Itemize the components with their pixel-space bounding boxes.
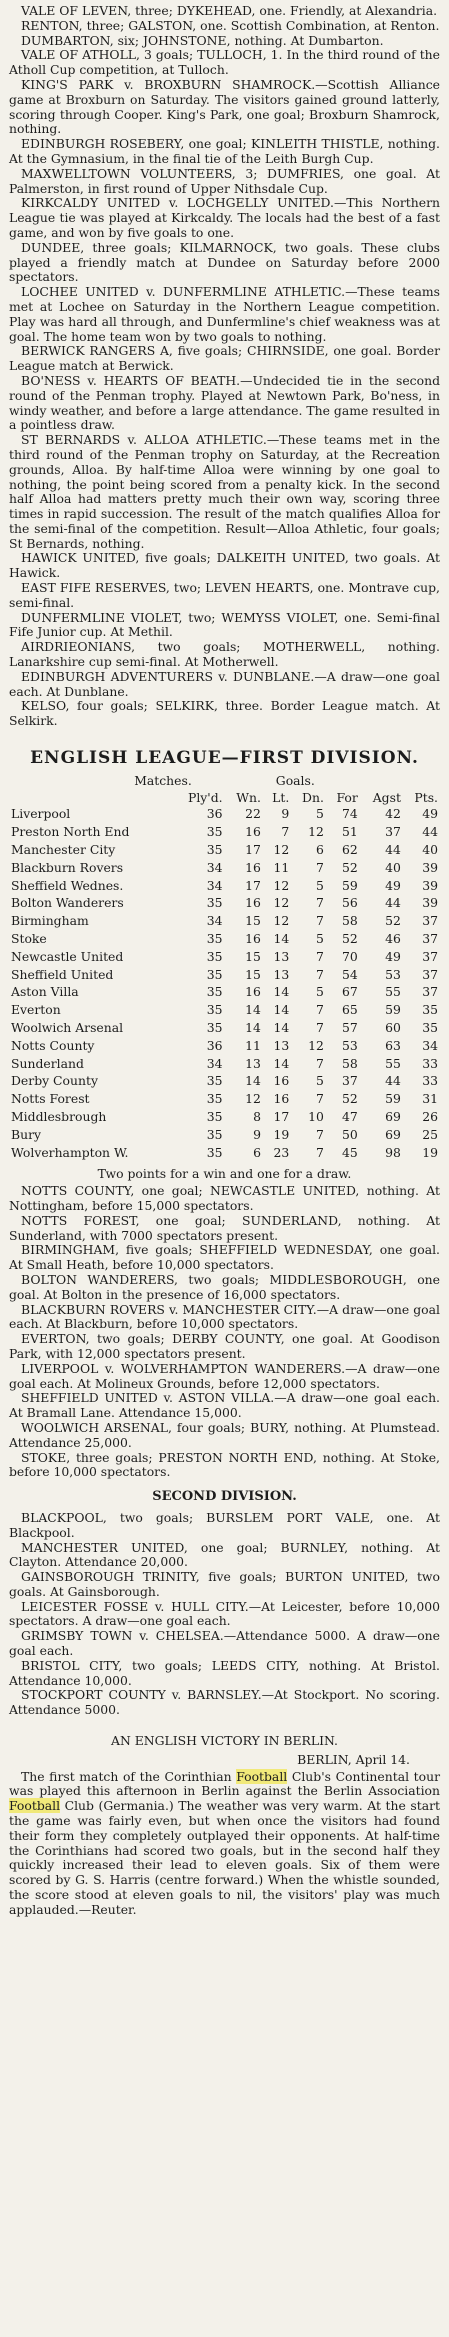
table-row [9,841,440,859]
result-paragraph: GAINSBOROUGH TRINITY, five goals; BURTON UNITED, two goals. At Gainsborough. [9,1569,440,1599]
table-row [9,930,440,948]
table-row [9,948,440,966]
table-cell-l: 12 [273,913,290,929]
table-cell-d: 7 [316,966,324,982]
table-cell-d: 5 [316,931,324,947]
table-cell-w: 11 [245,1037,261,1053]
table-cell-l: 9 [281,806,290,822]
table-cell-pts: 37 [422,913,438,929]
table-cell-f: 52 [342,859,358,875]
table-cell-d: 5 [316,1073,324,1089]
goals-group-label: Goals. [275,772,315,788]
berlin-heading: AN ENGLISH VICTORY IN BERLIN. [111,1733,338,1749]
table-cell-pts: 26 [422,1108,438,1124]
table-cell-d: 5 [316,984,324,1000]
column-header: For [336,789,358,805]
table-cell-w: 9 [253,1126,261,1142]
team-name: Woolwich Arsenal [11,1020,124,1035]
first-division-results [9,1184,440,1480]
table-row [9,983,440,1001]
table-cell-w: 17 [245,877,261,893]
table-cell-w: 14 [245,1020,261,1035]
table-cell-pts: 25 [422,1126,438,1142]
table-cell-p: 35 [206,1126,223,1142]
table-cell-p: 34 [206,859,223,875]
table-cell-f: 58 [342,1055,358,1071]
result-paragraph: MANCHESTER UNITED, one goal; BURNLEY, nothing. At Clayton. Attendance 20,000. [9,1539,440,1570]
table-cell-w: 13 [245,1055,261,1071]
table-cell-l: 12 [273,842,290,858]
table-cell-pts: 37 [422,931,438,947]
table-cell-a: 44 [385,1073,401,1089]
table-cell-pts: 39 [422,895,438,911]
table-cell-d: 7 [316,913,324,929]
team-column-header [9,791,173,806]
table-cell-a: 69 [385,1126,401,1142]
table-cell-w: 16 [245,984,261,1000]
table-cell-a: 49 [385,877,401,893]
table-cell-w: 17 [245,842,261,858]
table-cell-l: 14 [273,1055,290,1071]
table-cell-a: 55 [385,984,401,1000]
table-cell-d: 7 [316,1126,324,1142]
table-cell-l: 13 [273,948,290,964]
table-cell-d: 7 [316,859,324,875]
table-cell-f: 74 [342,806,358,822]
table-cell-p: 35 [206,984,223,1000]
result-paragraph: ST BERNARDS v. ALLOA ATHLETIC.—These teams met in the third round of the Penman trophy on Saturday, at the Recreation grounds, Alloa. By half-time Alloa were winning by one goal to nothing, the point being scored from a penalty kick. In the second half Alloa had matters pretty much their own way, scoring three times in rapid succession. The result of the match qualifies Alloa for the semi-final of the competition. Result—Alloa Athletic, four goals; St Bernards, nothing. [9,432,440,551]
table-cell-f: 67 [342,984,358,1000]
table-row [9,912,440,930]
table-cell-l: 12 [273,895,290,911]
team-name: Stoke [11,931,47,947]
table-row [9,1019,440,1037]
table-cell-a: 63 [385,1037,401,1053]
table-cell-f: 52 [342,931,358,947]
column-header: Wn. [236,789,261,805]
table-cell-pts: 44 [422,824,438,840]
table-cell-l: 14 [273,931,290,947]
table-cell-l: 13 [273,1037,290,1053]
table-cell-pts: 33 [422,1073,438,1089]
table-cell-a: 46 [385,931,401,947]
table-cell-f: 57 [342,1020,358,1035]
result-paragraph: KIRKCALDY UNITED v. LOCHGELLY UNITED.—This Northern League tie was played at Kirkcaldy. The locals had the best of a fast game, and won by five goals to one. [9,195,440,240]
team-name: Everton [11,1002,61,1018]
table-cell-a: 44 [385,895,401,911]
table-cell-f: 37 [342,1073,358,1089]
team-name: Bolton Wanderers [11,895,124,911]
table-cell-w: 14 [245,1073,261,1089]
table-cell-a: 40 [385,859,401,875]
table-cell-d: 7 [316,895,324,911]
table-row [9,894,440,912]
table-cell-w: 22 [245,806,261,822]
table-cell-d: 7 [316,1020,324,1035]
table-cell-l: 14 [273,1020,290,1035]
table-cell-f: 52 [342,1091,358,1107]
result-paragraph: BLACKBURN ROVERS v. MANCHESTER CITY.—A draw—one goal each. At Blackburn, before 10,000 spectators. [9,1301,440,1332]
table-cell-f: 70 [342,948,358,964]
table-cell-p: 35 [206,948,223,964]
team-name: Middlesbrough [11,1108,107,1124]
table-cell-d: 7 [316,948,324,964]
table-cell-a: 69 [385,1108,401,1124]
result-paragraph: BOLTON WANDERERS, two goals; MIDDLESBOROUGH, one goal. At Bolton in the presence of 16,000 spectators. [9,1271,440,1302]
table-cell-l: 11 [273,859,290,875]
table-row [9,1126,440,1144]
table-cell-pts: 37 [422,984,438,1000]
table-cell-l: 14 [273,1002,290,1018]
table-cell-w: 14 [245,1002,261,1018]
column-header: Lt. [272,789,290,805]
table-row [9,1144,440,1162]
table-cell-a: 60 [385,1020,401,1035]
table-cell-pts: 35 [422,1020,438,1035]
table-cell-w: 8 [253,1108,261,1124]
team-name: Birmingham [11,913,89,929]
highlighted-term: Football [9,1798,61,1814]
table-cell-a: 52 [385,913,401,929]
table-cell-pts: 19 [422,1144,438,1160]
berlin-article [9,1770,440,1918]
result-paragraph: BO'NESS v. HEARTS OF BEATH.—Undecided tie in the second round of the Penman trophy. Played at Newtown Park, Bo'ness, in windy weather, and before a large attendance. The game resulted in a pointless draw. [9,372,440,433]
table-row [9,1072,440,1090]
article-text: Club's Continental tour was played this afternoon in Berlin against the Berlin Association [9,1768,440,1799]
table-cell-d: 5 [316,806,324,822]
table-cell-w: 6 [253,1144,261,1160]
table-cell-l: 19 [273,1126,290,1142]
berlin-dateline: BERLIN, April 14. [297,1751,410,1767]
result-paragraph: BERWICK RANGERS A, five goals; CHIRNSIDE, one goal. Border League match at Berwick. [9,343,440,374]
result-paragraph: EDINBURGH ADVENTURERS v. DUNBLANE.—A draw—one goal each. At Dunblane. [9,668,440,699]
table-cell-f: 54 [342,966,358,982]
table-cell-p: 35 [206,842,223,858]
team-name: Sheffield United [11,966,114,982]
first-division-heading: ENGLISH LEAGUE—FIRST DIVISION. [30,748,419,769]
table-cell-f: 58 [342,913,358,929]
result-paragraph: DUMBARTON, six; JOHNSTONE, nothing. At Dumbarton. [21,32,384,48]
table-cell-p: 35 [206,1091,223,1107]
table-cell-pts: 37 [422,966,438,982]
table-group-headers [9,774,440,789]
table-cell-pts: 35 [422,1002,438,1018]
table-cell-l: 7 [281,824,290,840]
table-cell-p: 35 [206,931,223,947]
table-cell-f: 56 [342,895,358,911]
table-row [9,859,440,877]
table-cell-l: 16 [273,1073,290,1089]
table-cell-d: 5 [316,877,324,893]
table-cell-pts: 49 [422,806,438,822]
table-cell-a: 53 [385,966,401,982]
team-name: Notts Forest [11,1091,90,1107]
scottish-results [9,4,440,729]
table-cell-p: 35 [206,1108,223,1124]
result-paragraph: EVERTON, two goals; DERBY COUNTY, one goal. At Goodison Park, with 12,000 spectators present. [9,1331,440,1361]
result-paragraph: HAWICK UNITED, five goals; DALKEITH UNITED, two goals. At Hawick. [9,550,440,581]
table-cell-pts: 33 [422,1055,438,1071]
result-paragraph: LEICESTER FOSSE v. HULL CITY.—At Leicester, before 10,000 spectators. A draw—one goal each. [9,1598,440,1629]
team-name: Bury [11,1126,42,1142]
table-row [9,1108,440,1126]
table-row [9,1055,440,1073]
table-cell-p: 35 [206,1002,223,1018]
table-cell-w: 12 [245,1091,261,1107]
team-name: Manchester City [11,842,116,858]
table-cell-pts: 34 [422,1037,438,1053]
table-cell-f: 45 [342,1144,358,1160]
table-cell-d: 7 [316,1055,324,1071]
table-cell-f: 53 [342,1037,358,1053]
result-paragraph: KELSO, four goals; SELKIRK, three. Border League match. At Selkirk. [9,698,440,729]
team-name: Liverpool [11,806,71,822]
result-paragraph: DUNDEE, three goals; KILMARNOCK, two goals. These clubs played a friendly match at Dundee on Saturday before 2000 spectators. [9,239,440,285]
table-cell-pts: 40 [422,842,438,858]
matches-group-label: Matches. [134,772,192,788]
article-text: Club (Germania.) The weather was very warm. At the start the game was fairly even, but when once the visitors had found their form they completely outplayed their opponents. At half-time the Corinthians had scored two goals, but in the second half they quickly increased their lead to eleven goals. Six of them were scored by G. S. Harris (centre forward.) When the whistle sounded, the score stood at eleven goals to nil, the visitors' play was much applauded.—Reuter. [9,1798,440,1917]
table-cell-w: 15 [245,966,261,982]
result-paragraph: EDINBURGH ROSEBERY, one goal; KINLEITH THISTLE, nothing. At the Gymnasium, in the final tie of the Leith Burgh Cup. [9,136,440,166]
result-paragraph: GRIMSBY TOWN v. CHELSEA.—Attendance 5000. A draw—one goal each. [9,1628,440,1659]
table-cell-w: 16 [245,931,261,947]
result-paragraph: AIRDRIEONIANS, two goals; MOTHERWELL, nothing. Lanarkshire cup semi-final. At Motherwell. [9,639,440,670]
league-table-header [9,791,440,806]
table-row [9,1001,440,1019]
table-cell-d: 7 [316,1091,324,1107]
table-cell-p: 35 [206,966,223,982]
team-name: Derby County [11,1073,98,1089]
result-paragraph: LIVERPOOL v. WOLVERHAMPTON WANDERERS.—A draw—one goal each. At Molineux Grounds, before 12,000 spectators. [9,1360,440,1391]
result-paragraph: RENTON, three; GALSTON, one. Scottish Combination, at Renton. [21,17,440,33]
table-cell-p: 35 [206,1144,223,1160]
table-cell-d: 12 [308,824,324,840]
table-cell-a: 37 [385,824,401,840]
table-cell-pts: 31 [422,1091,438,1107]
table-cell-l: 23 [273,1144,290,1160]
column-header: Agst [372,789,401,805]
result-paragraph: VALE OF ATHOLL, 3 goals; TULLOCH, 1. In the third round of the Atholl Cup competition, at Tulloch. [9,47,440,78]
table-row [9,805,440,823]
table-cell-w: 16 [245,859,261,875]
table-row [9,1090,440,1108]
table-row [9,966,440,984]
result-paragraph: BRISTOL CITY, two goals; LEEDS CITY, nothing. At Bristol. Attendance 10,000. [9,1657,440,1688]
table-cell-a: 98 [385,1144,401,1160]
table-row [9,823,440,841]
team-name: Wolverhampton W. [11,1144,129,1160]
table-cell-p: 35 [206,1073,223,1089]
table-cell-p: 35 [206,895,223,911]
team-name: Newcastle United [11,948,124,964]
table-cell-p: 35 [206,824,223,840]
table-cell-f: 62 [342,842,358,858]
table-cell-p: 35 [206,1020,223,1035]
table-cell-a: 59 [385,1091,401,1107]
team-name: Notts County [11,1037,95,1053]
table-cell-f: 47 [342,1108,358,1124]
table-row [9,877,440,895]
team-name: Preston North End [11,824,130,840]
table-cell-l: 12 [273,877,290,893]
result-paragraph: NOTTS COUNTY, one goal; NEWCASTLE UNITED, nothing. At Nottingham, before 15,000 spectators. [9,1183,440,1213]
table-cell-w: 15 [245,948,261,964]
team-name: Aston Villa [11,984,79,1000]
result-paragraph: NOTTS FOREST, one goal; SUNDERLAND, nothing. At Sunderland, with 7000 spectators present. [9,1212,440,1243]
table-cell-a: 49 [385,948,401,964]
team-name: Sheffield Wednes. [11,877,124,893]
article-text: The first match of the Corinthian [21,1768,237,1784]
result-paragraph: MAXWELLTOWN VOLUNTEERS, 3; DUMFRIES, one goal. At Palmerston, in first round of Upper Nithsdale Cup. [9,165,440,196]
table-cell-l: 13 [273,966,290,982]
table-cell-f: 59 [342,877,358,893]
column-header: Pts. [414,789,438,805]
table-cell-d: 12 [308,1037,324,1053]
table-cell-f: 50 [342,1126,358,1142]
table-cell-d: 7 [316,1002,324,1018]
table-cell-l: 17 [273,1108,290,1124]
result-paragraph: DUNFERMLINE VIOLET, two; WEMYSS VIOLET, one. Semi-final Fife Junior cup. At Methil. [9,609,440,640]
table-cell-f: 65 [342,1002,358,1018]
highlighted-term: Football [236,1768,288,1784]
team-name: Sunderland [11,1055,84,1071]
table-cell-p: 36 [206,806,223,822]
second-division-results [9,1511,440,1718]
result-paragraph: VALE OF LEVEN, three; DYKEHEAD, one. Friendly, at Alexandria. [21,3,438,18]
result-paragraph: KING'S PARK v. BROXBURN SHAMROCK.—Scottish Alliance game at Broxburn on Saturday. The visitors gained ground latterly, scoring through Cooper. King's Park, one goal; Broxburn Shamrock, nothing. [9,76,440,137]
table-cell-p: 34 [206,877,223,893]
table-cell-a: 44 [385,842,401,858]
league-table [9,791,440,1162]
table-cell-pts: 39 [422,859,438,875]
column-header: Dn. [302,789,324,805]
table-cell-f: 51 [342,824,358,840]
table-cell-pts: 37 [422,948,438,964]
result-paragraph: EAST FIFE RESERVES, two; LEVEN HEARTS, one. Montrave cup, semi-final. [9,580,440,610]
table-cell-l: 14 [273,984,290,1000]
table-row [9,1037,440,1055]
column-header: Ply'd. [188,789,223,805]
table-cell-pts: 39 [422,877,438,893]
result-paragraph: LOCHEE UNITED v. DUNFERMLINE ATHLETIC.—These teams met at Lochee on Saturday in the Northern League competition. Play was hard all through, and Dunfermline's chief weakness was at goal. The home team won by two goals to nothing. [9,284,440,344]
table-cell-p: 34 [206,1055,223,1071]
result-paragraph: SHEFFIELD UNITED v. ASTON VILLA.—A draw—one goal each. At Bramall Lane. Attendance 15,000. [9,1390,440,1421]
table-cell-a: 59 [385,1002,401,1018]
table-cell-a: 42 [385,806,401,822]
table-cell-d: 6 [316,842,324,858]
result-paragraph: STOKE, three goals; PRESTON NORTH END, nothing. At Stoke, before 10,000 spectators. [9,1449,440,1480]
table-cell-d: 10 [308,1108,324,1124]
result-paragraph: BLACKPOOL, two goals; BURSLEM PORT VALE, one. At Blackpool. [9,1509,440,1540]
second-division-heading: SECOND DIVISION. [152,1489,297,1505]
table-cell-p: 36 [206,1037,223,1053]
table-cell-a: 55 [385,1055,401,1071]
table-cell-w: 16 [245,824,261,840]
result-paragraph: STOCKPORT COUNTY v. BARNSLEY.—At Stockport. No scoring. Attendance 5000. [9,1687,440,1718]
team-name: Blackburn Rovers [11,859,124,875]
league-table-body [9,805,440,1161]
result-paragraph: WOOLWICH ARSENAL, four goals; BURY, nothing. At Plumstead. Attendance 25,000. [9,1419,440,1450]
table-cell-p: 34 [206,913,223,929]
table-cell-w: 15 [245,913,261,929]
points-note: Two points for a win and one for a draw. [97,1166,352,1182]
result-paragraph: BIRMINGHAM, five goals; SHEFFIELD WEDNESDAY, one goal. At Small Heath, before 10,000 spectators. [9,1242,440,1273]
table-cell-w: 16 [245,895,261,911]
table-cell-l: 16 [273,1091,290,1107]
table-cell-d: 7 [316,1144,324,1160]
